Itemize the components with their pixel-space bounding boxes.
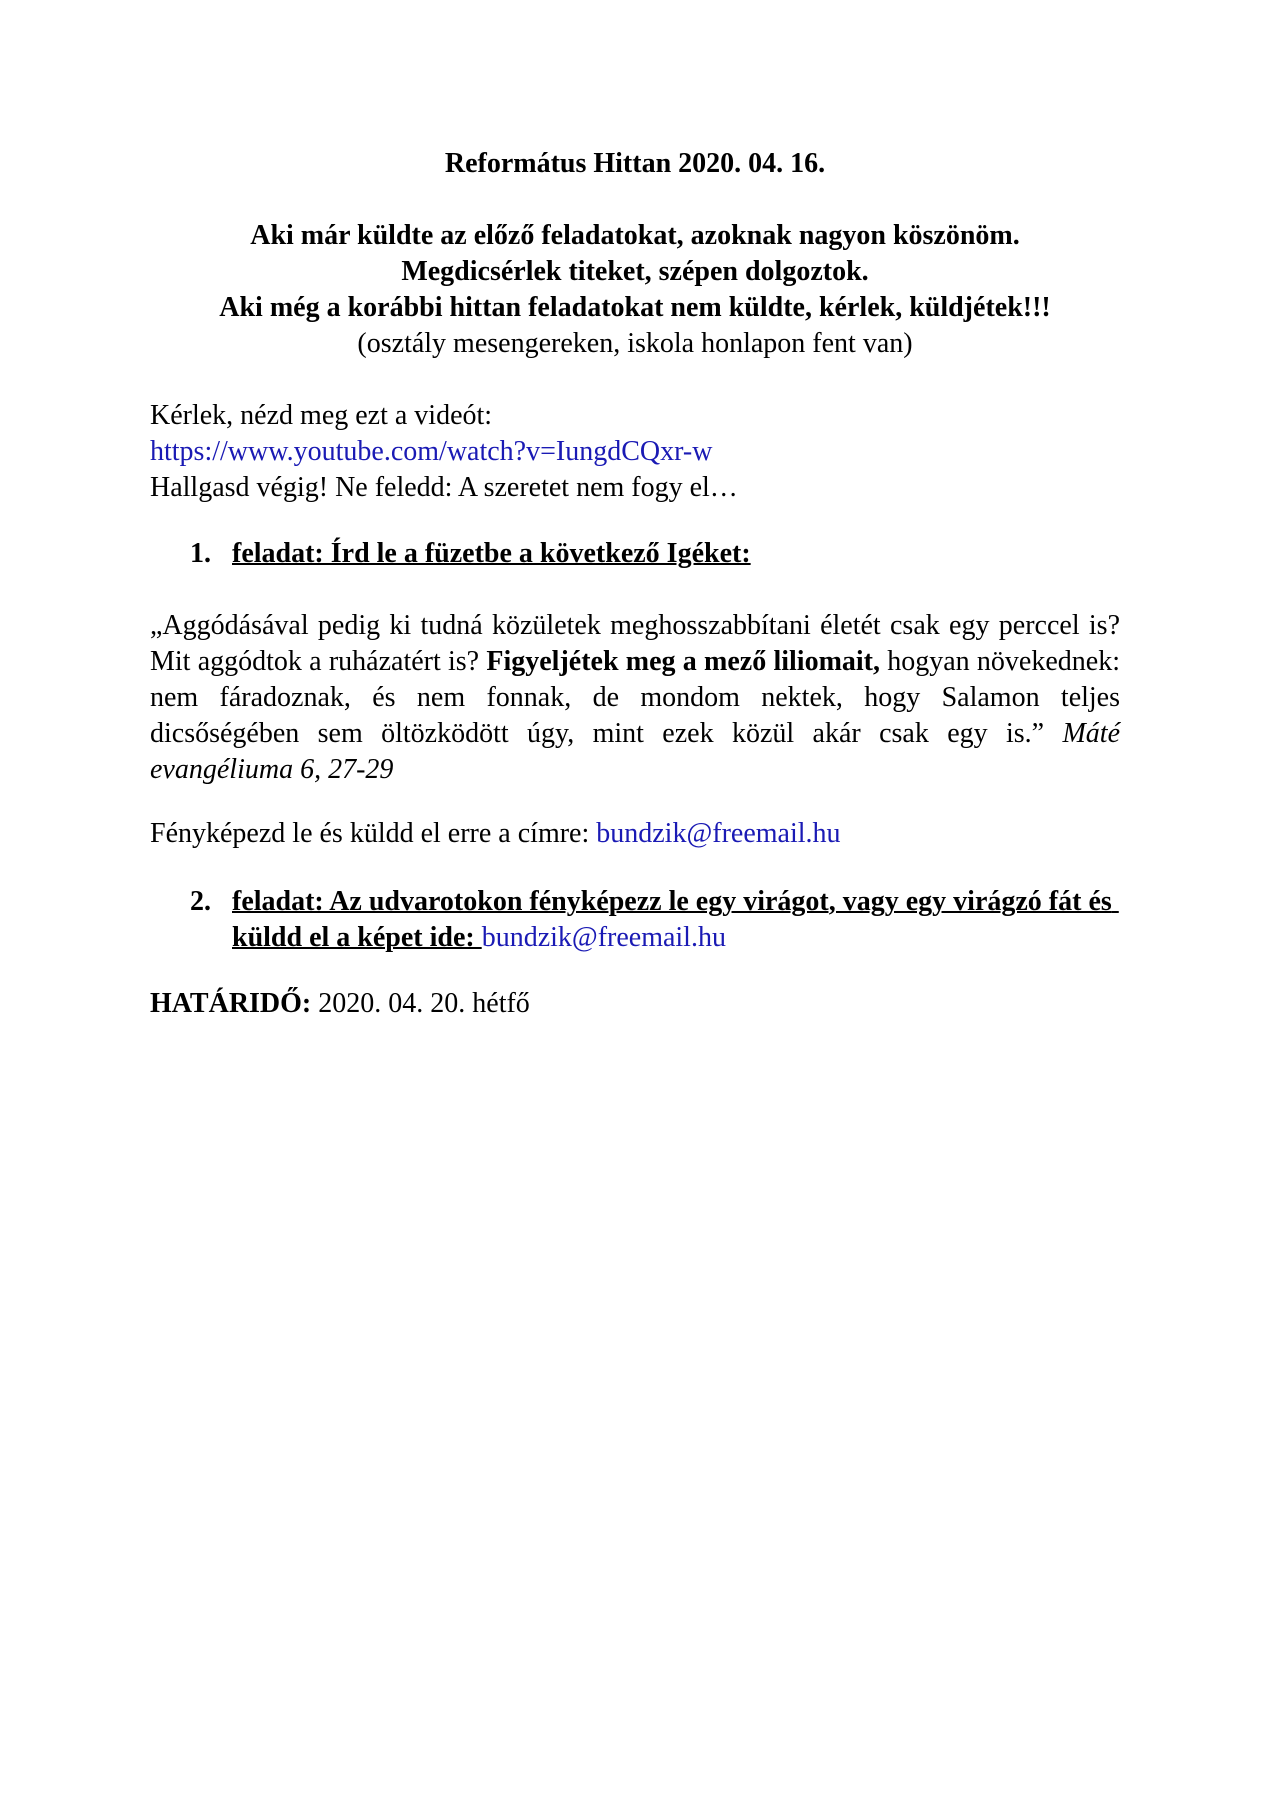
video-link-line bbox=[150, 434, 1120, 470]
page-title: Református Hittan 2020. 04. 16. bbox=[444, 148, 826, 179]
video-after-text: Hallgasd végig! Ne feledd: A szeretet nem fogy el… bbox=[150, 472, 738, 503]
youtube-link[interactable]: https://www.youtube.com/watch?v=IungdCQxr-w bbox=[150, 436, 713, 467]
quote-source: Máté evangéliuma 6, 27-29 bbox=[150, 718, 1127, 785]
intro-line-1: Aki már küldte az előző feladatokat, azoknak nagyon köszönöm. bbox=[250, 220, 1020, 251]
intro-note: (osztály mesengereken, iskola honlapon fent van) bbox=[357, 328, 913, 359]
task1-send-prompt: Fényképezd le és küldd el erre a címre: bbox=[150, 818, 597, 849]
task1-heading-row bbox=[150, 536, 1120, 572]
deadline-line bbox=[150, 986, 1120, 1022]
quote-text-bold: Figyeljétek meg a mező liliomait, bbox=[486, 646, 880, 677]
video-prompt: Kérlek, nézd meg ezt a videót: bbox=[150, 400, 493, 431]
task2-number: 2. bbox=[190, 886, 211, 917]
deadline-value: 2020. 04. 20. hétfő bbox=[311, 988, 530, 1019]
task1-heading: feladat: Írd le a füzetbe a következő Igéket: bbox=[232, 538, 751, 569]
task2-heading-row bbox=[150, 884, 1120, 956]
quote-text-part2: hogyan növekednek: nem fáradoznak, és nem fonnak, de mondom nektek, hogy Salamon teljes dicsőségében sem öltözködött úgy, mint ezek közül akár csak egy is.” bbox=[150, 646, 1127, 749]
email-link-task1[interactable]: bundzik@freemail.hu bbox=[596, 818, 841, 849]
quote-text-part1: „Aggódásával pedig ki tudná közületek meghosszabbítani életét csak egy perccel is? Mit aggódtok a ruházatért is? bbox=[150, 610, 1127, 677]
task1-send-line bbox=[150, 816, 1120, 852]
task2-heading: feladat: Az udvarotokon fényképezz le egy virágot, vagy egy virágzó fát és küldd el a képet ide: bbox=[232, 886, 1119, 953]
task1-quote-paragraph bbox=[150, 608, 1127, 788]
intro-line-2: Megdicsérlek titeket, szépen dolgoztok. bbox=[401, 256, 869, 287]
deadline-label: HATÁRIDŐ: bbox=[150, 988, 312, 1019]
task1-number: 1. bbox=[190, 538, 211, 569]
intro-line-3: Aki még a korábbi hittan feladatokat nem küldte, kérlek, küldjétek!!! bbox=[219, 292, 1051, 323]
email-link-task2[interactable]: bundzik@freemail.hu bbox=[481, 922, 726, 953]
